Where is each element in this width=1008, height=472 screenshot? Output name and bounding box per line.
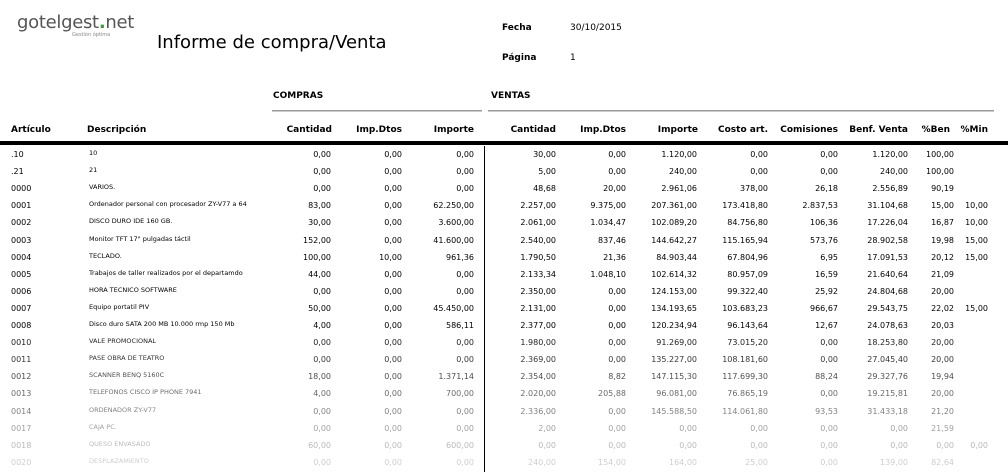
cell-compras-importe: 0,00 (456, 150, 474, 159)
cell-articulo: 0018 (11, 441, 32, 450)
cell-ventas-cantidad: 1.980,00 (520, 338, 556, 347)
col-ventas-importe: Importe (657, 125, 698, 135)
cell-comisiones: 0,00 (820, 458, 838, 467)
cell-costo-art: 0,00 (750, 441, 768, 450)
cell-ventas-importe: 207.361,00 (651, 201, 697, 210)
cell-ventas-importe: 91.269,00 (656, 338, 697, 347)
cell-ventas-impdtos: 837,46 (598, 236, 626, 245)
cell-ventas-cantidad: 2.354,00 (520, 372, 556, 381)
cell-ventas-cantidad: 2.377,00 (520, 321, 556, 330)
cell-compras-cantidad: 152,00 (303, 236, 331, 245)
cell-ventas-impdtos: 0,00 (608, 321, 626, 330)
cell-compras-cantidad: 44,00 (308, 270, 331, 279)
cell-descripcion: PASE OBRA DE TEATRO (89, 354, 165, 362)
cell-compras-cantidad: 0,00 (313, 424, 331, 433)
cell-articulo: 0014 (11, 407, 32, 416)
fecha-label: Fecha (502, 23, 532, 33)
cell-compras-impdtos: 0,00 (384, 441, 402, 450)
compras-rule-shadow (272, 111, 482, 112)
cell-compras-impdtos: 0,00 (384, 150, 402, 159)
cell-compras-cantidad: 0,00 (313, 458, 331, 467)
ventas-rule-shadow (488, 111, 994, 112)
cell-compras-importe: 586,11 (446, 321, 474, 330)
logo-tagline: Gestión óptima (72, 32, 111, 38)
cell-compras-impdtos: 0,00 (384, 424, 402, 433)
cell-compras-impdtos: 0,00 (384, 167, 402, 176)
cell-pct-ben: 100,00 (926, 150, 954, 159)
cell-comisiones: 12,67 (815, 321, 838, 330)
cell-descripcion: VALE PROMOCIONAL (89, 337, 157, 345)
cell-costo-art: 378,00 (740, 184, 768, 193)
cell-pct-ben: 90,19 (931, 184, 954, 193)
cell-compras-cantidad: 50,00 (308, 304, 331, 313)
cell-costo-art: 0,00 (750, 167, 768, 176)
cell-compras-importe: 0,00 (456, 167, 474, 176)
cell-ventas-importe: 102.614,32 (651, 270, 697, 279)
cell-pct-ben: 0,00 (936, 441, 954, 450)
cell-compras-cantidad: 0,00 (313, 150, 331, 159)
cell-comisiones: 106,36 (810, 218, 838, 227)
cell-comisiones: 0,00 (820, 441, 838, 450)
cell-ventas-importe: 135.227,00 (651, 355, 697, 364)
col-pct-min: %Min (960, 125, 988, 135)
cell-costo-art: 67.804,96 (727, 253, 768, 262)
cell-compras-impdtos: 0,00 (384, 372, 402, 381)
cell-compras-importe: 961,36 (446, 253, 474, 262)
cell-compras-cantidad: 0,00 (313, 167, 331, 176)
cell-compras-importe: 0,00 (456, 424, 474, 433)
cell-pct-min: 15,00 (965, 304, 988, 313)
cell-compras-impdtos: 0,00 (384, 389, 402, 398)
cell-ventas-impdtos: 21,36 (603, 253, 626, 262)
cell-benf-venta: 2.556,89 (872, 184, 908, 193)
cell-descripcion: Ordenador personal con procesador ZY-V77 a 64 (89, 200, 247, 208)
cell-benf-venta: 29.327,76 (867, 372, 908, 381)
cell-pct-min: 15,00 (965, 253, 988, 262)
cell-ventas-impdtos: 0,00 (608, 287, 626, 296)
cell-ventas-impdtos: 205,88 (598, 389, 626, 398)
cell-pct-ben: 20,00 (931, 287, 954, 296)
cell-benf-venta: 31.104,68 (867, 201, 908, 210)
group-ventas: VENTAS (491, 91, 531, 101)
cell-articulo: 0012 (11, 372, 32, 381)
cell-ventas-impdtos: 0,00 (608, 167, 626, 176)
cell-descripcion: CAJA PC. (89, 423, 117, 431)
cell-benf-venta: 0,00 (890, 424, 908, 433)
cell-pct-min: 0,00 (970, 441, 988, 450)
col-ventas-impdtos: Imp.Dtos (580, 125, 626, 135)
cell-ventas-importe: 84.903,44 (656, 253, 697, 262)
cell-compras-impdtos: 0,00 (384, 304, 402, 313)
cell-compras-impdtos: 0,00 (384, 287, 402, 296)
cell-pct-ben: 20,00 (931, 355, 954, 364)
cell-compras-cantidad: 4,00 (313, 389, 331, 398)
cell-ventas-importe: 134.193,65 (651, 304, 697, 313)
cell-comisiones: 25,92 (815, 287, 838, 296)
cell-pct-min: 15,00 (965, 236, 988, 245)
cell-ventas-importe: 147.115,30 (651, 372, 697, 381)
cell-costo-art: 114.061,80 (722, 407, 768, 416)
logo-dot: . (98, 12, 106, 33)
cell-benf-venta: 21.640,64 (867, 270, 908, 279)
cell-ventas-importe: 240,00 (669, 167, 697, 176)
cell-articulo: 0003 (11, 236, 32, 245)
cell-articulo: 0013 (11, 389, 32, 398)
cell-ventas-cantidad: 2,00 (538, 424, 556, 433)
cell-ventas-cantidad: 30,00 (533, 150, 556, 159)
cell-compras-importe: 0,00 (456, 287, 474, 296)
cell-benf-venta: 139,00 (880, 458, 908, 467)
cell-ventas-impdtos: 0,00 (608, 441, 626, 450)
cell-pct-ben: 16,87 (931, 218, 954, 227)
cell-benf-venta: 17.226,04 (867, 218, 908, 227)
cell-compras-importe: 0,00 (456, 407, 474, 416)
cell-ventas-impdtos: 0,00 (608, 355, 626, 364)
col-articulo: Artículo (11, 125, 51, 135)
report-title: Informe de compra/Venta (157, 32, 387, 53)
cell-articulo: 0008 (11, 321, 32, 330)
cell-ventas-cantidad: 2.133,34 (520, 270, 556, 279)
cell-ventas-impdtos: 0,00 (608, 150, 626, 159)
cell-costo-art: 99.322,40 (727, 287, 768, 296)
cell-pct-ben: 20,12 (931, 253, 954, 262)
cell-articulo: 0011 (11, 355, 32, 364)
cell-descripcion: TELEFONOS CISCO IP PHONE 7941 (89, 388, 202, 396)
cell-comisiones: 0,00 (820, 338, 838, 347)
cell-compras-cantidad: 83,00 (308, 201, 331, 210)
cell-ventas-importe: 102.089,20 (651, 218, 697, 227)
cell-ventas-importe: 144.642,27 (651, 236, 697, 245)
cell-comisiones: 2.837,53 (802, 201, 838, 210)
cell-ventas-cantidad: 5,00 (538, 167, 556, 176)
cell-ventas-impdtos: 0,00 (608, 424, 626, 433)
cell-articulo: 0017 (11, 424, 32, 433)
cell-compras-cantidad: 0,00 (313, 287, 331, 296)
cell-ventas-importe: 124.153,00 (651, 287, 697, 296)
cell-costo-art: 115.165,94 (722, 236, 768, 245)
logo-tld: net (105, 12, 134, 33)
cell-pct-min: 10,00 (965, 218, 988, 227)
cell-descripcion: TECLADO. (89, 252, 122, 260)
cell-ventas-impdtos: 0,00 (608, 338, 626, 347)
cell-benf-venta: 24.804,68 (867, 287, 908, 296)
cell-descripcion: Monitor TFT 17" pulgadas táctil (89, 235, 191, 243)
cell-costo-art: 80.957,09 (727, 270, 768, 279)
cell-ventas-importe: 1.120,00 (661, 150, 697, 159)
fecha-value: 30/10/2015 (570, 23, 622, 33)
cell-compras-importe: 3.600,00 (438, 218, 474, 227)
cell-articulo: 0005 (11, 270, 32, 279)
cell-pct-ben: 100,00 (926, 167, 954, 176)
logo-brand: gotelgest (17, 12, 99, 33)
cell-descripcion: Trabajos de taller realizados por el departamdo (89, 269, 243, 277)
cell-ventas-cantidad: 2.369,00 (520, 355, 556, 364)
cell-benf-venta: 24.078,63 (867, 321, 908, 330)
cell-descripcion: Disco duro SATA 200 MB 10.000 rmp 150 Mb (89, 320, 235, 328)
cell-pct-ben: 21,20 (931, 407, 954, 416)
cell-pct-ben: 21,09 (931, 270, 954, 279)
cell-benf-venta: 18.253,80 (867, 338, 908, 347)
col-compras-impdtos: Imp.Dtos (356, 125, 402, 135)
cell-pct-ben: 19,94 (931, 372, 954, 381)
cell-articulo: 0001 (11, 201, 32, 210)
cell-descripcion: VARIOS. (89, 183, 116, 191)
cell-ventas-impdtos: 0,00 (608, 304, 626, 313)
cell-comisiones: 0,00 (820, 355, 838, 364)
cell-costo-art: 108.181,60 (722, 355, 768, 364)
cell-comisiones: 966,67 (810, 304, 838, 313)
cell-compras-cantidad: 4,00 (313, 321, 331, 330)
cell-comisiones: 88,24 (815, 372, 838, 381)
col-pct-ben: %Ben (921, 125, 950, 135)
cell-compras-impdtos: 0,00 (384, 184, 402, 193)
cell-articulo: 0010 (11, 338, 32, 347)
cell-descripcion: SCANNER BENQ 5160C (89, 371, 165, 379)
group-compras: COMPRAS (273, 91, 324, 101)
cell-benf-venta: 0,00 (890, 441, 908, 450)
cell-compras-importe: 0,00 (456, 355, 474, 364)
cell-comisiones: 93,53 (815, 407, 838, 416)
cell-costo-art: 76.865,19 (727, 389, 768, 398)
cell-compras-impdtos: 10,00 (379, 253, 402, 262)
cell-descripcion: QUESO ENVASADO (89, 440, 151, 448)
cell-compras-impdtos: 0,00 (384, 201, 402, 210)
cell-compras-impdtos: 0,00 (384, 338, 402, 347)
cell-compras-importe: 41.600,00 (433, 236, 474, 245)
cell-pct-ben: 20,00 (931, 389, 954, 398)
pagina-value: 1 (570, 53, 576, 63)
cell-ventas-cantidad: 1.790,50 (520, 253, 556, 262)
cell-costo-art: 84.756,80 (727, 218, 768, 227)
cell-articulo: 0004 (11, 253, 32, 262)
cell-pct-ben: 19,98 (931, 236, 954, 245)
cell-pct-ben: 82,64 (931, 458, 954, 467)
cell-pct-ben: 20,00 (931, 338, 954, 347)
cell-compras-importe: 1.371,14 (438, 372, 474, 381)
cell-descripcion: HORA TECNICO SOFTWARE (89, 286, 177, 294)
cell-comisiones: 0,00 (820, 389, 838, 398)
cell-benf-venta: 17.091,53 (867, 253, 908, 262)
cell-ventas-importe: 2.961,06 (661, 184, 697, 193)
col-compras-cantidad: Cantidad (286, 125, 332, 135)
cell-costo-art: 103.683,23 (722, 304, 768, 313)
cell-costo-art: 96.143,64 (727, 321, 768, 330)
cell-compras-impdtos: 0,00 (384, 236, 402, 245)
cell-compras-cantidad: 18,00 (308, 372, 331, 381)
cell-ventas-cantidad: 240,00 (528, 458, 556, 467)
cell-benf-venta: 1.120,00 (872, 150, 908, 159)
cell-descripcion: DESPLAZAMIENTO (89, 457, 149, 465)
cell-compras-cantidad: 100,00 (303, 253, 331, 262)
header-rule (0, 141, 1008, 145)
cell-comisiones: 0,00 (820, 150, 838, 159)
cell-ventas-cantidad: 48,68 (533, 184, 556, 193)
cell-compras-importe: 600,00 (446, 441, 474, 450)
cell-comisiones: 16,59 (815, 270, 838, 279)
cell-articulo: .10 (11, 150, 24, 159)
cell-pct-min: 10,00 (965, 201, 988, 210)
col-ventas-cantidad: Cantidad (510, 125, 556, 135)
pagina-label: Página (502, 53, 537, 63)
cell-comisiones: 0,00 (820, 167, 838, 176)
cell-ventas-importe: 96.081,00 (656, 389, 697, 398)
cell-ventas-impdtos: 9.375,00 (590, 201, 626, 210)
cell-compras-importe: 0,00 (456, 184, 474, 193)
cell-ventas-impdtos: 0,00 (608, 407, 626, 416)
cell-compras-importe: 45.450,00 (433, 304, 474, 313)
cell-ventas-importe: 0,00 (679, 441, 697, 450)
col-comisiones: Comisiones (780, 125, 838, 135)
cell-ventas-impdtos: 8,82 (608, 372, 626, 381)
cell-descripcion: 10 (89, 149, 98, 157)
cell-costo-art: 25,00 (745, 458, 768, 467)
cell-compras-cantidad: 60,00 (308, 441, 331, 450)
cell-compras-impdtos: 0,00 (384, 355, 402, 364)
cell-compras-cantidad: 0,00 (313, 355, 331, 364)
cell-ventas-impdtos: 154,00 (598, 458, 626, 467)
cell-ventas-importe: 164,00 (669, 458, 697, 467)
cell-costo-art: 0,00 (750, 150, 768, 159)
cell-ventas-cantidad: 2.061,00 (520, 218, 556, 227)
cell-ventas-importe: 0,00 (679, 424, 697, 433)
cell-ventas-cantidad: 2.020,00 (520, 389, 556, 398)
compras-ventas-separator (484, 146, 485, 472)
cell-compras-importe: 62.250,00 (433, 201, 474, 210)
cell-costo-art: 117.699,30 (722, 372, 768, 381)
cell-descripcion: ORDENADOR ZY-V77 (89, 406, 157, 414)
cell-pct-ben: 15,00 (931, 201, 954, 210)
cell-articulo: 0002 (11, 218, 32, 227)
cell-comisiones: 0,00 (820, 424, 838, 433)
cell-compras-cantidad: 30,00 (308, 218, 331, 227)
cell-compras-cantidad: 0,00 (313, 338, 331, 347)
cell-pct-ben: 20,03 (931, 321, 954, 330)
cell-ventas-cantidad: 2.540,00 (520, 236, 556, 245)
cell-descripcion: DISCO DURO IDE 160 GB. (89, 217, 173, 225)
cell-articulo: 0000 (11, 184, 32, 193)
cell-articulo: 0020 (11, 458, 32, 467)
cell-costo-art: 0,00 (750, 424, 768, 433)
cell-descripcion: Equipo portatil PIV (89, 303, 150, 311)
cell-pct-ben: 22,02 (931, 304, 954, 313)
cell-ventas-cantidad: 2.131,00 (520, 304, 556, 313)
cell-articulo: 0006 (11, 287, 32, 296)
cell-compras-importe: 0,00 (456, 338, 474, 347)
cell-articulo: .21 (11, 167, 24, 176)
cell-articulo: 0007 (11, 304, 32, 313)
cell-benf-venta: 240,00 (880, 167, 908, 176)
cell-ventas-impdtos: 1.034,47 (590, 218, 626, 227)
cell-compras-impdtos: 0,00 (384, 218, 402, 227)
cell-compras-impdtos: 0,00 (384, 270, 402, 279)
cell-costo-art: 173.418,80 (722, 201, 768, 210)
cell-benf-venta: 27.045,40 (867, 355, 908, 364)
cell-ventas-impdtos: 20,00 (603, 184, 626, 193)
col-benf-venta: Benf. Venta (849, 125, 908, 135)
cell-compras-cantidad: 0,00 (313, 407, 331, 416)
cell-comisiones: 26,18 (815, 184, 838, 193)
cell-pct-ben: 21,59 (931, 424, 954, 433)
cell-compras-impdtos: 0,00 (384, 458, 402, 467)
cell-compras-impdtos: 0,00 (384, 407, 402, 416)
cell-comisiones: 573,76 (810, 236, 838, 245)
cell-benf-venta: 28.902,58 (867, 236, 908, 245)
cell-benf-venta: 29.543,75 (867, 304, 908, 313)
cell-ventas-cantidad: 2.350,00 (520, 287, 556, 296)
col-costo-art: Costo art. (718, 125, 768, 135)
cell-compras-impdtos: 0,00 (384, 321, 402, 330)
cell-ventas-cantidad: 0,00 (538, 441, 556, 450)
cell-compras-importe: 0,00 (456, 270, 474, 279)
cell-descripcion: 21 (89, 166, 98, 174)
cell-comisiones: 6,95 (820, 253, 838, 262)
cell-benf-venta: 31.433,18 (867, 407, 908, 416)
cell-compras-cantidad: 0,00 (313, 184, 331, 193)
cell-ventas-impdtos: 1.048,10 (590, 270, 626, 279)
cell-ventas-importe: 145.588,50 (651, 407, 697, 416)
cell-ventas-importe: 120.234,94 (651, 321, 697, 330)
col-compras-importe: Importe (433, 125, 474, 135)
cell-ventas-cantidad: 2.257,00 (520, 201, 556, 210)
cell-ventas-cantidad: 2.336,00 (520, 407, 556, 416)
cell-compras-importe: 0,00 (456, 458, 474, 467)
cell-compras-importe: 700,00 (446, 389, 474, 398)
col-descripcion: Descripción (87, 125, 147, 135)
cell-costo-art: 73.015,20 (727, 338, 768, 347)
cell-benf-venta: 19.215,81 (867, 389, 908, 398)
